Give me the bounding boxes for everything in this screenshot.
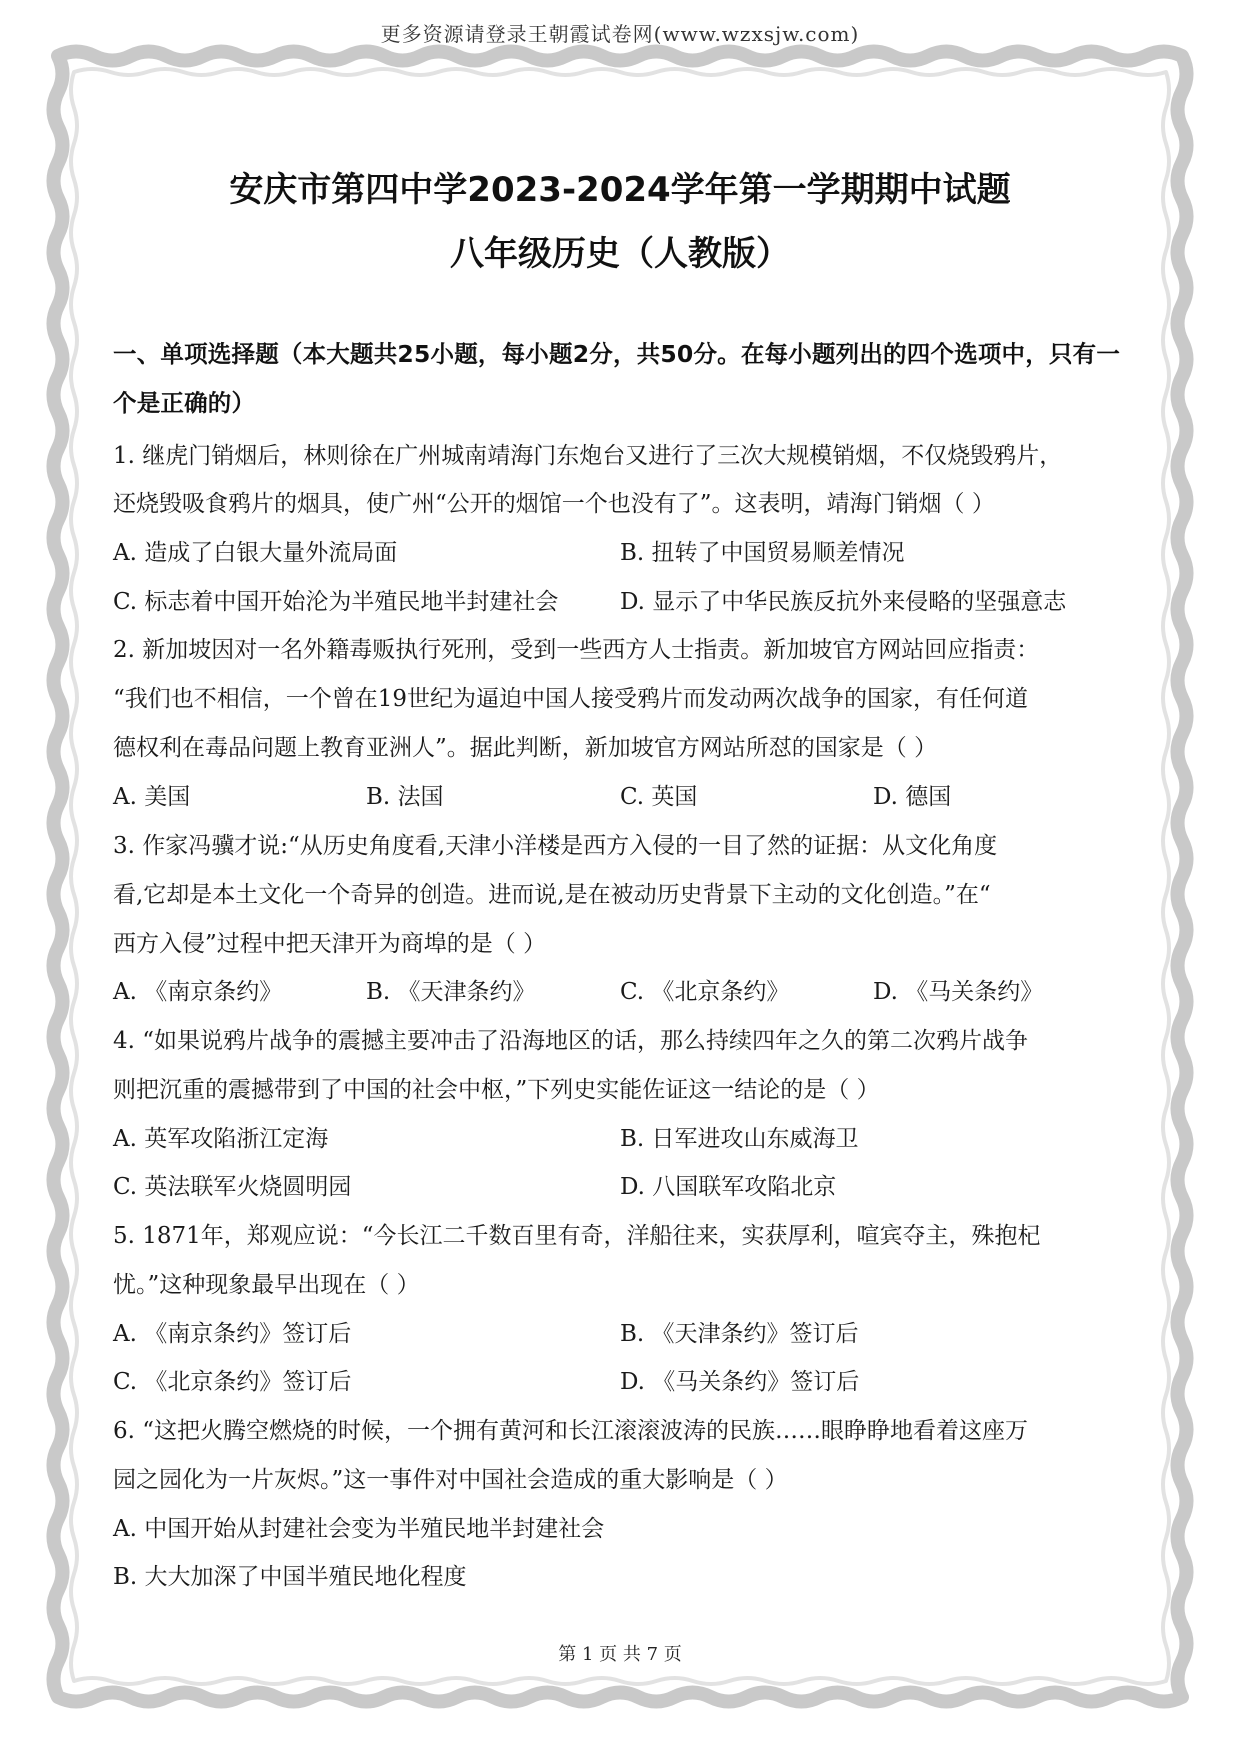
question-3-option-d: D. 《马关条约》 bbox=[873, 979, 1044, 1005]
question-4-option-b: B. 日军进攻山东威海卫 bbox=[620, 1126, 859, 1152]
question-5-option-c: C. 《北京条约》签订后 bbox=[113, 1369, 352, 1395]
question-4-line-2: 则把沉重的震撼带到了中国的社会中枢，”下列史实能佐证这一结论的是（ ） bbox=[113, 1077, 880, 1103]
question-2-line-3: 德权利在毒品问题上教育亚洲人”。据此判断，新加坡官方网站所怼的国家是（ ） bbox=[113, 735, 938, 761]
question-6-option-b: B. 大大加深了中国半殖民地化程度 bbox=[113, 1564, 467, 1590]
question-1-line-1: 1. 继虎门销烟后，林则徐在广州城南靖海门东炮台又进行了三次大规模销烟，不仅烧毁鸦片， bbox=[113, 443, 1063, 469]
question-3-option-c: C. 《北京条约》 bbox=[620, 979, 790, 1005]
exam-subtitle: 八年级历史（人教版） bbox=[450, 234, 790, 274]
page-number: 第 1 页 共 7 页 bbox=[558, 1644, 682, 1665]
site-banner: 更多资源请登录王朝霞试卷网(www.wzxsjw.com) bbox=[380, 22, 860, 46]
question-3-option-a: A. 《南京条约》 bbox=[113, 979, 283, 1005]
question-2-option-c: C. 英国 bbox=[620, 784, 698, 810]
question-6-option-a: A. 中国开始从封建社会变为半殖民地半封建社会 bbox=[113, 1516, 605, 1542]
question-5-line-2: 忧。”这种现象最早出现在（ ） bbox=[113, 1272, 420, 1298]
question-1-option-a: A. 造成了白银大量外流局面 bbox=[113, 540, 398, 566]
question-3-line-3: 西方入侵”过程中把天津开为商埠的是（ ） bbox=[113, 931, 547, 957]
question-4-option-d: D. 八国联军攻陷北京 bbox=[620, 1174, 837, 1200]
question-6-line-1: 6. “这把火腾空燃烧的时候，一个拥有黄河和长江滚滚波涛的民族……眼睁睁地看着这座万 bbox=[113, 1418, 1029, 1444]
section-heading: 一、单项选择题（本大题共25小题，每小题2分，共50分。在每小题列出的四个选项中，只有一个是正确的） bbox=[113, 340, 1121, 417]
question-3-line-1: 3. 作家冯骥才说:“从历史角度看,天津小洋楼是西方入侵的一目了然的证据：从文化角度 bbox=[113, 833, 998, 859]
question-5-option-d: D. 《马关条约》签订后 bbox=[620, 1369, 860, 1395]
question-5-option-b: B. 《天津条约》签订后 bbox=[620, 1321, 859, 1347]
question-1-option-b: B. 扭转了中国贸易顺差情况 bbox=[620, 540, 905, 566]
question-2-line-1: 2. 新加坡因对一名外籍毒贩执行死刑，受到一些西方人士指责。新加坡官方网站回应指责： bbox=[113, 637, 1040, 663]
question-2-option-a: A. 美国 bbox=[113, 784, 191, 810]
question-5-line-1: 5. 1871年，郑观应说：“今长江二千数百里有奇，洋船往来，实获厚利，喧宾夺主，殊抱杞 bbox=[113, 1223, 1041, 1249]
question-4-option-c: C. 英法联军火烧圆明园 bbox=[113, 1174, 352, 1200]
question-2-option-b: B. 法国 bbox=[366, 784, 444, 810]
question-4-option-a: A. 英军攻陷浙江定海 bbox=[113, 1126, 329, 1152]
question-5-option-a: A. 《南京条约》签订后 bbox=[113, 1321, 352, 1347]
question-4-line-1: 4. “如果说鸦片战争的震撼主要冲击了沿海地区的话，那么持续四年之久的第二次鸦片战争 bbox=[113, 1028, 1029, 1054]
exam-title: 安庆市第四中学2023-2024学年第一学期期中试题 bbox=[229, 170, 1011, 210]
question-1-line-2: 还烧毁吸食鸦片的烟具，使广州“公开的烟馆一个也没有了”。这表明，靖海门销烟（ ） bbox=[113, 491, 995, 517]
question-6-line-2: 园之园化为一片灰烬。”这一事件对中国社会造成的重大影响是（ ） bbox=[113, 1467, 788, 1493]
question-2-option-d: D. 德国 bbox=[873, 784, 952, 810]
question-1-option-c: C. 标志着中国开始沦为半殖民地半封建社会 bbox=[113, 589, 559, 615]
question-1-option-d: D. 显示了中华民族反抗外来侵略的坚强意志 bbox=[620, 589, 1067, 615]
question-3-option-b: B. 《天津条约》 bbox=[366, 979, 536, 1005]
question-3-line-2: 看,它却是本土文化一个奇异的创造。进而说,是在被动历史背景下主动的文化创造。”在“ bbox=[113, 882, 991, 908]
question-2-line-2: “我们也不相信，一个曾在19世纪为逼迫中国人接受鸦片而发动两次战争的国家，有任何道 bbox=[113, 686, 1029, 712]
